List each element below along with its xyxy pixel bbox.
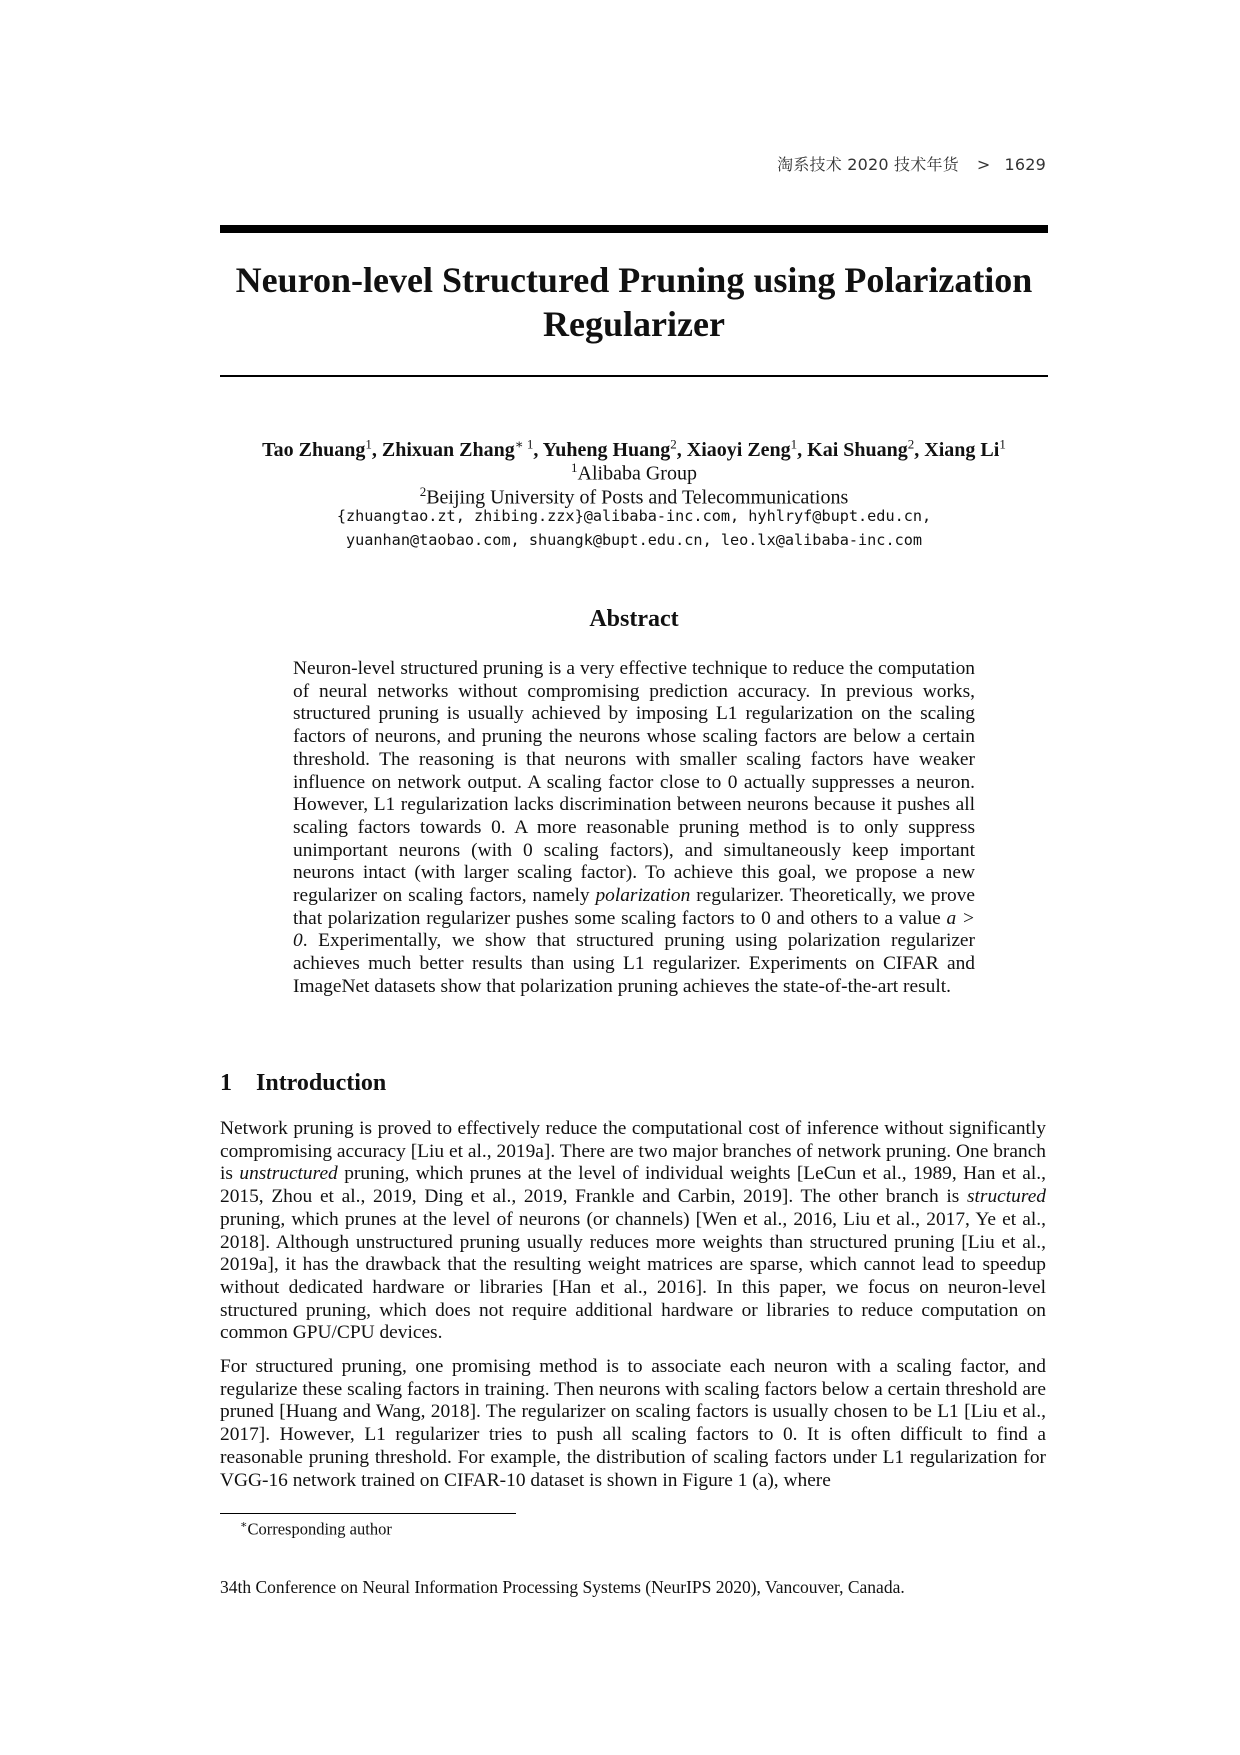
author-affiliation-mark: 2 <box>670 436 677 451</box>
author-name: Xiang Li <box>924 438 1000 461</box>
abstract-text: Neuron-level structured pruning is a very effective technique to reduce the computation of neural networks without compromising prediction accuracy. In previous works, structured pruning is usually achieved by imposing L1 regularization on the scaling factors of neurons, and pruning the neurons whose scaling factors are below a certain threshold. The reasoning is that neurons with smaller scaling factors have weaker influence on network output. A scaling factor close to 0 actually suppresses a neuron. However, L1 regularization lacks discrimination between neurons because it pushes all scaling factors towards 0. A more reasonable pruning method is to only suppress unimportant neurons (with 0 scaling factors), and simultaneously keep important neurons intact (with larger scaling factor). To achieve this goal, we propose a new regularizer on scaling factors, namely <box>293 658 975 907</box>
footnote <box>240 1518 392 1540</box>
author-name: Kai Shuang <box>807 438 908 461</box>
author-affiliation-mark: ∗ 1 <box>514 436 534 451</box>
affiliation-name: Alibaba Group <box>577 462 697 485</box>
author-separator: , <box>371 438 382 461</box>
header-separator: > <box>976 155 991 174</box>
email-line-1: {zhuangtao.zt, zhibing.zzx}@alibaba-inc.com, hyhlryf@bupt.edu.cn, <box>336 507 932 525</box>
abstract-italic-term: polarization <box>595 885 691 907</box>
author-name: Zhixuan Zhang <box>381 438 515 461</box>
affiliation-name: Beijing University of Posts and Telecommunications <box>426 486 849 509</box>
footnote-text: Corresponding author <box>247 1519 392 1539</box>
introduction-body <box>220 1118 1046 1503</box>
affiliation-mark: 1 <box>571 460 578 475</box>
paragraph-text: Network pruning is proved to effectively reduce the computational cost of inference without significantly compromising accuracy [Liu et al., 2019a]. There are two major branches of network pruning. One branch is <box>220 1118 1046 1185</box>
author-affiliation-mark: 1 <box>365 436 372 451</box>
section-heading <box>220 1070 386 1097</box>
running-header <box>777 152 1046 175</box>
paragraph: For structured pruning, one promising method is to associate each neuron with a scaling factor, and regularize these scaling factors in training. Then neurons with scaling factors below a certain threshold are pruned [Huang and Wang, 2018]. The regularizer on scaling factors is usually chosen to be L1 [Liu et al., 2017]. However, L1 regularizer tries to push all scaling factors to 0. It is often difficult to find a reasonable pruning threshold. For example, the distribution of scaling factors under L1 regularization for VGG-16 network trained on CIFAR-10 dataset is shown in Figure 1 (a), where <box>220 1356 1046 1491</box>
author-separator: , <box>797 438 808 461</box>
author-separator: , <box>676 438 687 461</box>
page-number: 1629 <box>1004 155 1046 174</box>
abstract-math: a > 0 <box>293 907 975 952</box>
publication-name: 淘系技术 2020 技术年货 <box>777 155 959 174</box>
author-separator: , <box>914 438 925 461</box>
section-title: Introduction <box>256 1070 387 1096</box>
author-name: Tao Zhuang <box>262 438 366 461</box>
abstract-text: regularizer. Theoretically, we prove that polarization regularizer pushes some scaling factors to 0 and others to a value <box>293 885 975 929</box>
section-number: 1 <box>220 1070 232 1096</box>
paragraph-text: pruning, which prunes at the level of individual weights [LeCun et al., 1989, Han et al., 2015, Zhou et al., 2019, Ding et al., 2019, Frankle and Carbin, 2019]. The other branch is <box>220 1163 1046 1208</box>
author-separator: , <box>533 438 543 461</box>
italic-term: unstructured <box>239 1163 338 1185</box>
author-affiliation-mark: 1 <box>999 436 1006 451</box>
title-bottom-rule <box>220 375 1048 377</box>
footnote-rule <box>220 1513 516 1514</box>
author-affiliation-mark: 1 <box>790 436 798 451</box>
paper-title <box>220 258 1048 346</box>
author-name: Yuheng Huang <box>542 438 671 461</box>
author-name: Xiaoyi Zeng <box>686 438 791 461</box>
abstract-body <box>293 658 975 999</box>
affiliation-mark: 2 <box>419 484 427 499</box>
italic-term: structured <box>967 1186 1046 1208</box>
conference-footer: 34th Conference on Neural Information Processing Systems (NeurIPS 2020), Vancouver, Canada. <box>220 1577 905 1597</box>
abstract-heading: Abstract <box>589 606 679 632</box>
title-line-2: Regularizer <box>543 304 725 344</box>
abstract-text: . Experimentally, we show that structured pruning using polarization regularizer achieves much better results than using L1 regularizer. Experiments on CIFAR and ImageNet datasets show that polarization pruning achieves the state-of-the-art result. <box>293 930 975 997</box>
paragraph-text: pruning, which prunes at the level of neurons (or channels) [Wen et al., 2016, Liu et al., 2017, Ye et al., 2018]. Although unstructured pruning usually reduces more weights than structured pruning [Liu et al., 2019a], it has the drawback that the resulting weight matrices are sparse, which cannot lead to speedup without dedicated hardware or libraries [Han et al., 2016]. In this paper, we focus on neuron-level structured pruning, which does not require additional hardware or libraries to reduce computation on common GPU/CPU devices. <box>220 1208 1046 1344</box>
title-top-rule <box>220 225 1048 233</box>
paragraph <box>220 1118 1046 1345</box>
title-line-1: Neuron-level Structured Pruning using Polarization <box>235 260 1033 300</box>
footnote-marker: ∗ <box>240 1519 248 1531</box>
author-affiliation-mark: 2 <box>907 436 915 451</box>
email-line-2: yuanhan@taobao.com, shuangk@bupt.edu.cn, leo.lx@alibaba-inc.com <box>345 531 923 549</box>
